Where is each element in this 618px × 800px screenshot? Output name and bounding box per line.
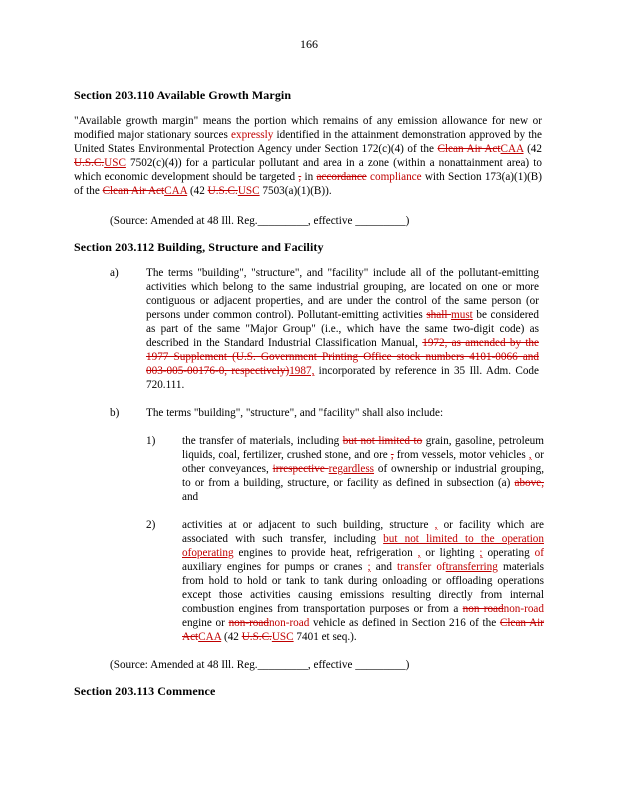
inserted-text: CAA	[198, 631, 222, 643]
text-run: 7503(a)(1)(B)).	[259, 185, 332, 197]
text-run: or lighting	[420, 547, 480, 559]
deleted-text: Clean Air Act	[182, 617, 545, 643]
text-run: engine or	[182, 617, 229, 629]
inserted-text: transferring	[445, 561, 498, 573]
item-1-body	[182, 434, 544, 504]
text-run: the transfer of materials, including	[182, 435, 343, 447]
text-run: "Available growth margin" means the portion which remains of any emission allowance for new or modified major stationary sources	[74, 115, 542, 141]
text-run: 7401 et seq.).	[293, 631, 357, 643]
inserted-text: expressly	[231, 129, 274, 141]
deleted-text: irrespective	[272, 463, 329, 475]
text-run: and	[182, 491, 199, 503]
text-run: be considered as part of the same "Major Group" (i.e., which have the same two-digit code) as described in the Standard Industrial Classification Manual,	[146, 309, 539, 349]
inserted-text: ;	[367, 561, 371, 573]
inserted-text: USC	[237, 185, 260, 197]
text-run: and	[370, 561, 398, 573]
inserted-text: non-road	[503, 603, 544, 615]
text-run: auxiliary engines for pumps or cranes	[182, 561, 368, 573]
inserted-text: ,	[417, 547, 421, 559]
section-203-110-body	[74, 114, 542, 198]
deleted-text: U.S.C.	[74, 157, 105, 169]
deleted-text: ,	[390, 449, 394, 461]
page-number: 166	[300, 37, 318, 51]
text-run: (42	[187, 185, 208, 197]
text-run: activities at or adjacent to such building, structure	[182, 519, 435, 531]
section-203-112-source-note: (Source: Amended at 48 Ill. Reg._________, effective _________)	[110, 659, 410, 671]
text-run: identified in the attainment demonstration approved by the United States Environmental Protection Agency under Section 172(c)(4) of the	[74, 129, 542, 155]
deleted-text: but not limited to	[342, 435, 423, 447]
deleted-text: non road	[462, 603, 504, 615]
section-203-110-source-note: (Source: Amended at 48 Ill. Reg._________, effective _________)	[110, 215, 410, 227]
subsection-b-body: The terms "building", "structure", and "facility" shall also include:	[146, 407, 444, 419]
inserted-text: USC	[104, 157, 126, 169]
deleted-text: U.S.C.	[207, 185, 238, 197]
text-run: of ownership or industrial grouping, to or from a building, structure, or facility as defined in subsection (a)	[182, 463, 544, 489]
text-run: in	[301, 171, 317, 183]
item-2-marker: 2)	[146, 519, 156, 531]
subsection-a-marker: a)	[110, 267, 119, 279]
inserted-text: compliance	[370, 171, 422, 183]
deleted-text: U.S.C.	[241, 631, 272, 643]
deleted-text: shall	[426, 309, 452, 321]
inserted-text: operating	[191, 547, 234, 559]
deleted-text: Clean Air Act	[102, 185, 165, 197]
subsection-a-body	[146, 266, 539, 392]
inserted-text: must	[451, 309, 473, 321]
text-run: incorporated by reference in 35 Ill. Adm. Code 720.111.	[146, 365, 539, 391]
inserted-text: ;	[479, 547, 483, 559]
text-run: 7502(c)(4)) for a particular pollutant and area in a zone (within a nonattainment area) to which economic development should be targeted	[74, 157, 542, 183]
inserted-text: non-road	[268, 617, 310, 629]
text-run: materials from hold to hold or tank to tank during onloading or offloading operations except those activities causing emissions resulting directly from internal combustion engines from transportation purposes or from a	[182, 561, 544, 615]
inserted-text: ,	[528, 449, 532, 461]
text-run: (42	[221, 631, 242, 643]
inserted-text: transfer of	[397, 561, 446, 573]
deleted-text: Clean Air Act	[437, 143, 501, 155]
text-run: operating	[482, 547, 535, 559]
deleted-text: 1972, as amended by the 1977 Supplement (U.S. Government Printing Office stock numbers 4101-0066 and 003-005-00176-0, respectively)	[146, 337, 539, 377]
deleted-text: ,	[298, 171, 302, 183]
text-run: engines to provide heat, refrigeration	[233, 547, 418, 559]
inserted-text: CAA	[164, 185, 188, 197]
text-run: grain, gasoline, petroleum liquids, coal, fertilizer, crushed stone, and ore	[182, 435, 544, 461]
text-run: or other conveyances,	[182, 449, 544, 475]
deleted-text: accordance	[316, 171, 367, 183]
text-run: from vessels, motor vehicles	[393, 449, 529, 461]
inserted-text: regardless	[328, 463, 375, 475]
section-203-113-heading: Section 203.113 Commence	[74, 684, 216, 698]
deleted-text: above,	[514, 477, 544, 489]
inserted-text: USC	[271, 631, 294, 643]
text-run: (42	[523, 143, 542, 155]
inserted-text: of	[534, 547, 544, 559]
section-203-112-heading: Section 203.112 Building, Structure and Facility	[74, 240, 324, 254]
text-run: with Section 173(a)(1)(B) of the	[74, 171, 542, 197]
deleted-text: non-road	[228, 617, 269, 629]
inserted-text: ,	[434, 519, 438, 531]
item-1-marker: 1)	[146, 435, 156, 447]
text-run: The terms "building", "structure", and "facility" include all of the pollutant-emitting activities which belong to the same industrial grouping, are located on one or more contiguous or adjacent properties, and are under the control of the same person (or persons under common control). Pollutant-emitting activities	[146, 267, 539, 321]
inserted-text: 1987,	[289, 365, 315, 377]
text-run: vehicle as defined in Section 216 of the	[309, 617, 500, 629]
section-203-110-heading: Section 203.110 Available Growth Margin	[74, 88, 292, 102]
inserted-text: CAA	[500, 143, 524, 155]
subsection-b-marker: b)	[110, 407, 120, 419]
text-run: or facility which are associated with such transfer, including	[182, 519, 545, 545]
inserted-text: but not limited to the operation of	[182, 533, 544, 559]
item-2-body	[182, 518, 544, 644]
